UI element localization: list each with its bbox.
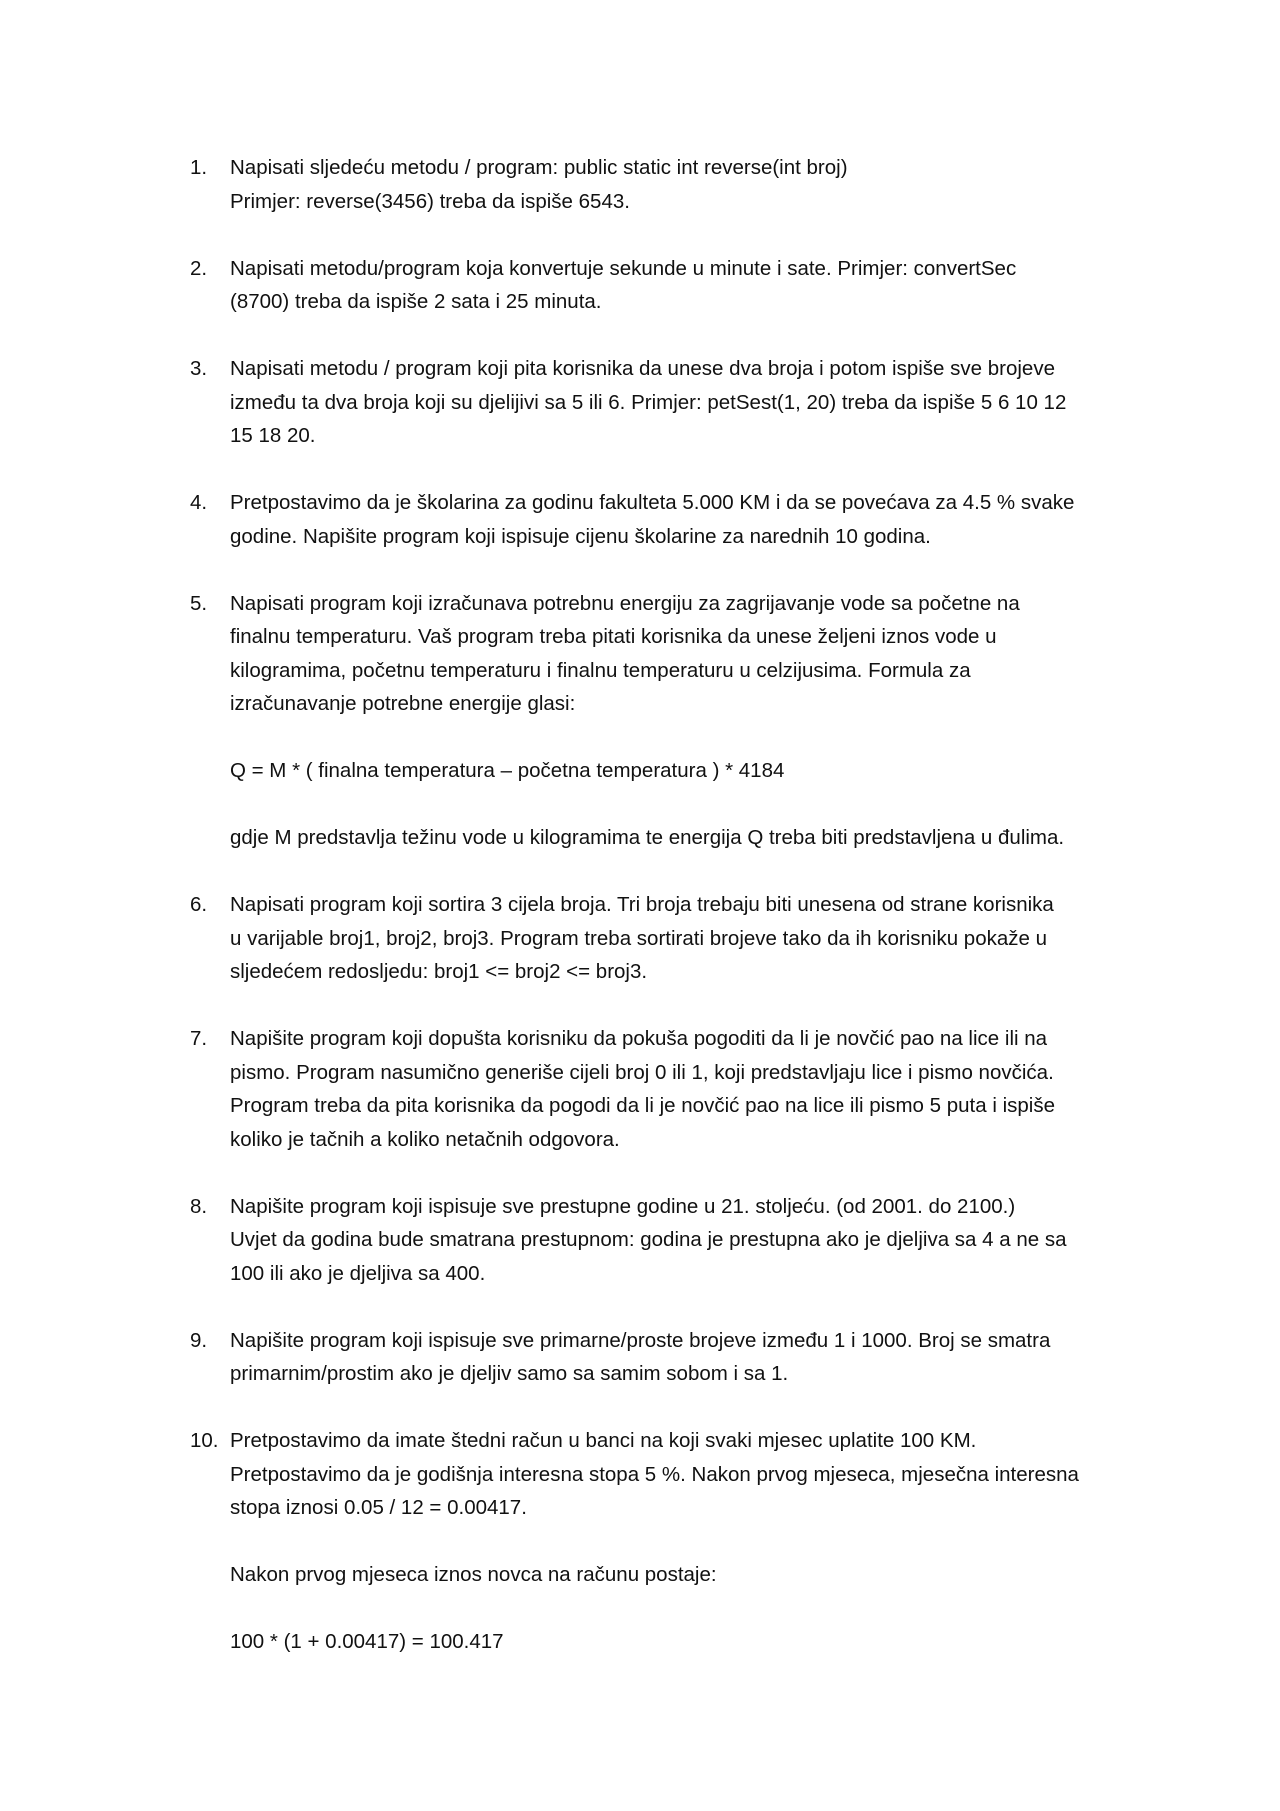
- text-line: primarnim/prostim ako je djeljiv samo sa samim sobom i sa 1.: [230, 1362, 789, 1385]
- text-line: Uvjet da godina bude smatrana prestupnom: godina je prestupna ako je djeljiva sa 4 a ne sa: [230, 1228, 1067, 1251]
- task-item: [190, 252, 1190, 319]
- task-number: 9.: [190, 1328, 208, 1352]
- text-line: kilogramima, početnu temperaturu i finalnu temperaturu u celzijusima. Formula za: [230, 658, 971, 682]
- task-number: 5.: [190, 591, 208, 615]
- task-text: [230, 252, 1190, 319]
- text-line: 100 * (1 + 0.00417) = 100.417: [230, 1630, 504, 1653]
- task-paragraph: [230, 587, 1190, 721]
- task-number: 3.: [190, 357, 208, 380]
- text-line: koliko je tačnih a koliko netačnih odgovora.: [230, 1127, 620, 1151]
- task-number: 8.: [190, 1194, 208, 1218]
- text-line: izračunavanje potrebne energije glasi:: [230, 692, 576, 715]
- task-paragraph: [230, 1190, 1190, 1291]
- text-line: Napisati metodu/program koja konvertuje sekunde u minute i sate. Primjer: convertSec: [230, 256, 1017, 280]
- task-item: [190, 1424, 1190, 1659]
- text-line: Q = M * ( finalna temperatura – početna temperatura ) * 4184: [230, 759, 785, 782]
- task-number: 7.: [190, 1027, 208, 1050]
- task-item: [190, 1022, 1190, 1156]
- task-text: [230, 352, 1190, 453]
- text-line: stopa iznosi 0.05 / 12 = 0.00417.: [230, 1496, 527, 1519]
- task-paragraph: [230, 252, 1190, 319]
- task-text: [230, 587, 1190, 855]
- task-item: [190, 352, 1190, 453]
- text-line: pismo. Program nasumično generiše cijeli broj 0 ili 1, koji predstavljaju lice i pismo novčića.: [230, 1060, 1054, 1084]
- task-item: [190, 486, 1190, 553]
- task-paragraph: [230, 352, 1190, 453]
- task-number: 6.: [190, 893, 208, 916]
- task-text: [230, 1324, 1190, 1391]
- task-number: 1.: [190, 156, 208, 179]
- task-item: [190, 1324, 1190, 1391]
- task-item: [190, 151, 1190, 218]
- text-line: Primjer: reverse(3456) treba da ispiše 6543.: [230, 189, 630, 213]
- task-text: [230, 1190, 1190, 1291]
- text-line: finalnu temperaturu. Vaš program treba pitati korisnika da unese željeni iznos vode u: [230, 625, 997, 648]
- text-line: godine. Napišite program koji ispisuje cijenu školarine za narednih 10 godina.: [230, 524, 931, 548]
- task-item: [190, 1190, 1190, 1291]
- task-paragraph: [230, 486, 1190, 553]
- task-paragraph: [230, 1625, 1190, 1659]
- task-text: [230, 486, 1190, 553]
- task-text: [230, 151, 1190, 218]
- text-line: Nakon prvog mjeseca iznos novca na računu postaje:: [230, 1563, 717, 1586]
- task-text: [230, 1022, 1190, 1156]
- text-line: Napišite program koji ispisuje sve primarne/proste brojeve između 1 i 1000. Broj se smatra: [230, 1328, 1051, 1352]
- text-line: Napisati program koji izračunava potrebnu energiju za zagrijavanje vode sa početne na: [230, 591, 1020, 615]
- text-line: Napisati sljedeću metodu / program: public static int reverse(int broj): [230, 156, 848, 179]
- text-line: gdje M predstavlja težinu vode u kilogramima te energija Q treba biti predstavljena u đulima.: [230, 826, 1065, 849]
- text-line: 15 18 20.: [230, 424, 316, 447]
- task-item: [190, 587, 1190, 855]
- task-text: [230, 888, 1190, 989]
- task-number: 4.: [190, 491, 208, 514]
- task-paragraph: [230, 821, 1190, 855]
- task-paragraph: [230, 1424, 1190, 1525]
- task-list: [190, 151, 1190, 1692]
- task-paragraph: [230, 888, 1190, 989]
- text-line: Napisati program koji sortira 3 cijela broja. Tri broja trebaju biti unesena od strane korisnika: [230, 893, 1054, 916]
- task-text: [230, 1424, 1190, 1659]
- text-line: u varijable broj1, broj2, broj3. Program treba sortirati brojeve tako da ih korisniku pokaže u: [230, 926, 1047, 950]
- task-number: 10.: [190, 1429, 219, 1452]
- task-paragraph: [230, 1022, 1190, 1156]
- task-item: [190, 888, 1190, 989]
- task-paragraph: [230, 1558, 1190, 1592]
- text-line: Napišite program koji dopušta korisniku da pokuša pogoditi da li je novčić pao na lice ili na: [230, 1027, 1048, 1050]
- text-line: Pretpostavimo da je školarina za godinu fakulteta 5.000 KM i da se povećava za 4.5 % svake: [230, 491, 1075, 514]
- text-line: Napišite program koji ispisuje sve prestupne godine u 21. stoljeću. (od 2001. do 2100.): [230, 1194, 1016, 1218]
- text-line: između ta dva broja koji su djelijivi sa 5 ili 6. Primjer: petSest(1, 20) treba da ispiše 5 6 10 12: [230, 390, 1067, 414]
- text-line: Program treba da pita korisnika da pogodi da li je novčić pao na lice ili pismo 5 puta i ispiše: [230, 1094, 1056, 1117]
- text-line: Pretpostavimo da je godišnja interesna stopa 5 %. Nakon prvog mjeseca, mjesečna interesna: [230, 1462, 1079, 1486]
- text-line: 100 ili ako je djeljiva sa 400.: [230, 1261, 486, 1285]
- task-paragraph: [230, 151, 1190, 218]
- task-number: 2.: [190, 256, 208, 280]
- text-line: Pretpostavimo da imate štedni račun u banci na koji svaki mjesec uplatite 100 KM.: [230, 1429, 977, 1452]
- text-line: (8700) treba da ispiše 2 sata i 25 minuta.: [230, 290, 602, 313]
- task-paragraph: [230, 754, 1190, 788]
- task-paragraph: [230, 1324, 1190, 1391]
- text-line: sljedećem redosljedu: broj1 <= broj2 <= broj3.: [230, 960, 648, 983]
- text-line: Napisati metodu / program koji pita korisnika da unese dva broja i potom ispiše sve brojeve: [230, 357, 1055, 380]
